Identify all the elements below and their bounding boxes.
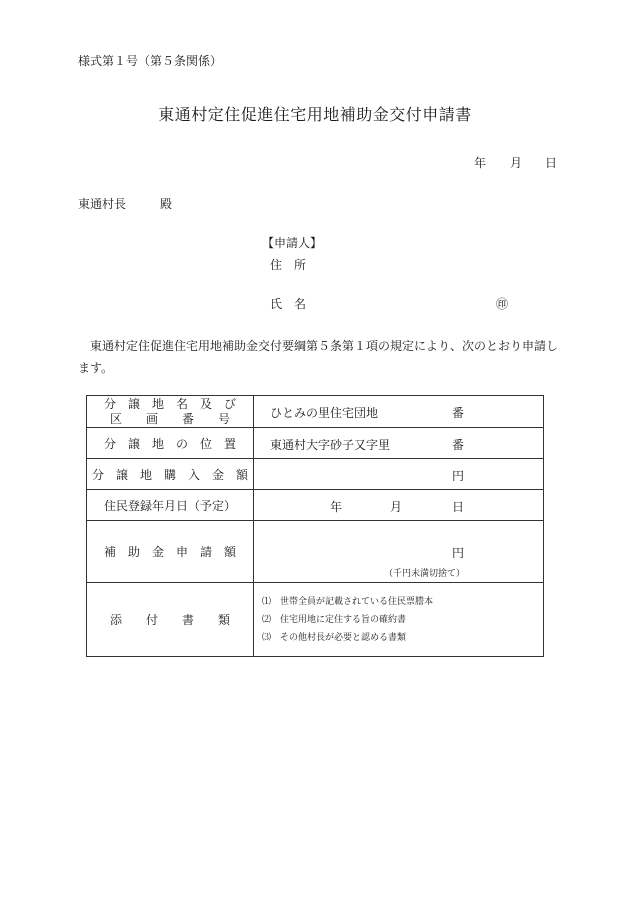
table-row — [87, 396, 544, 428]
addressee-name: 東通村長 — [78, 197, 127, 211]
row-label: 添 付 書 類 — [87, 583, 254, 657]
label-line: 分 譲 地 名 及 び — [103, 396, 236, 411]
registration-date-cell[interactable] — [254, 490, 544, 521]
attachment-item: ⑵ 住宅用地に定住する旨の確約書 — [262, 614, 407, 625]
seal-mark: ㊞ — [496, 297, 509, 311]
attachment-item: ⑶ その他村長が必要と認める書類 — [262, 632, 407, 643]
addressee-honorific: 殿 — [160, 197, 173, 211]
attachments-cell — [254, 583, 544, 657]
registration-month: 月 — [390, 500, 403, 514]
application-statement: 東通村定住促進住宅用地補助金交付要綱第５条第１項の規定により、次のとおり申請します。 — [78, 339, 559, 375]
date-day: 日 — [545, 156, 558, 170]
row-label — [87, 396, 254, 428]
registration-day: 日 — [452, 500, 465, 514]
row-label: 分 譲 地 購 入 金 額 — [87, 459, 254, 490]
row-label: 補 助 金 申 請 額 — [87, 521, 254, 583]
table-row — [87, 490, 544, 521]
subsidy-amount-cell[interactable] — [254, 521, 544, 583]
row-label: 分 譲 地 の 位 置 — [87, 428, 254, 459]
form-number: 様式第１号（第５条関係） — [78, 54, 223, 68]
purchase-amount-cell[interactable] — [254, 459, 544, 490]
applicant-heading: 【申請人】 — [262, 236, 323, 250]
lot-location-value: 東通村大字砂子又字里 — [270, 438, 391, 452]
attachment-list — [254, 587, 543, 653]
lot-name-cell[interactable] — [254, 396, 544, 428]
label-line: 区 画 番 号 — [109, 411, 230, 426]
table-row — [87, 459, 544, 490]
application-table — [86, 395, 544, 657]
lot-number-suffix: 番 — [452, 406, 465, 420]
lot-location-cell[interactable] — [254, 428, 544, 459]
table-row — [87, 521, 544, 583]
rounding-note: （千円未満切捨て） — [384, 569, 466, 579]
table-row — [87, 428, 544, 459]
row-label: 住民登録年月日（予定） — [87, 490, 254, 521]
name-label: 氏 名 — [270, 297, 307, 311]
subsidy-amount-unit: 円 — [452, 546, 465, 560]
attachment-item: ⑴ 世帯全員が記載されている住民票謄本 — [262, 596, 434, 607]
registration-year: 年 — [330, 500, 343, 514]
lot-location-suffix: 番 — [452, 438, 465, 452]
lot-name-value: ひとみの里住宅団地 — [270, 406, 379, 420]
date-year: 年 — [474, 156, 487, 170]
purchase-amount-unit: 円 — [452, 469, 465, 483]
document-title: 東通村定住促進住宅用地補助金交付申請書 — [158, 105, 472, 124]
date-month: 月 — [510, 156, 523, 170]
address-label: 住 所 — [270, 258, 307, 272]
table-row — [87, 583, 544, 657]
